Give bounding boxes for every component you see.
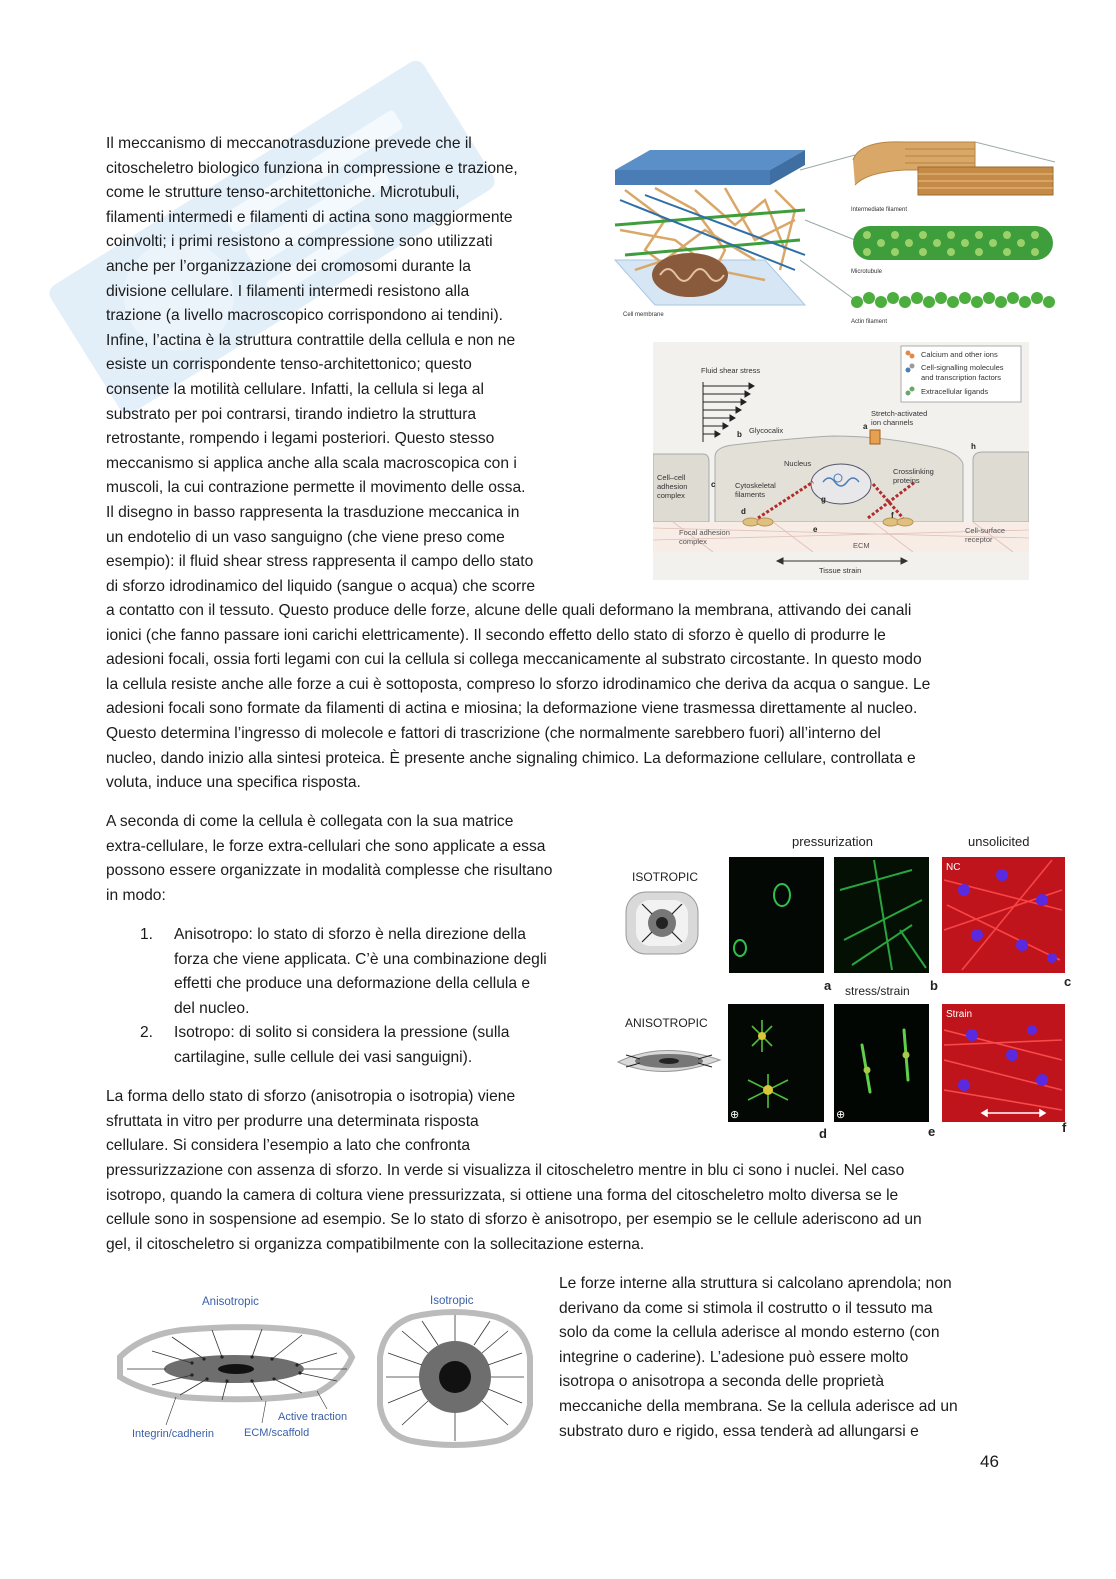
micrograph-figure — [612, 830, 1077, 1142]
text-line: trazione (a livello macroscopico corrispondono ai tendini). — [106, 307, 503, 325]
text-line: integrine o caderine). L’adesione può essere molto — [559, 1348, 909, 1366]
text-line: citoscheletro biologico funziona in compressione e trazione, — [106, 159, 518, 177]
label-microtubule: Microtubule — [851, 269, 883, 275]
label-focal-complex: complex — [679, 537, 707, 546]
label-active-traction: Active traction — [278, 1411, 348, 1423]
text-line: substrato duro e rigido, essa tenderà ad allungarsi e — [559, 1422, 919, 1440]
label-proteins: proteins — [893, 476, 920, 485]
list-number: 1. — [140, 926, 154, 943]
label-focal-adhesion: Focal adhesion — [679, 528, 730, 537]
text-line: cellulare. Si considera l’esempio a lato che confronta — [106, 1137, 471, 1155]
list-item — [106, 1021, 596, 1070]
label-cell-cell: Cell–cell — [657, 473, 686, 482]
text-line: isotropa o anisotropa a seconda delle proprietà — [559, 1373, 885, 1391]
svg-text:⊕: ⊕ — [836, 1109, 846, 1121]
text-line: adesioni focali, ossia forti legami con cui la cellula si collega meccanicamente al substrato circostante. In questo modo — [106, 651, 922, 669]
label-filaments: filaments — [735, 490, 766, 499]
text-line: Infine, l’actina è la struttura contrattile della cellula e non ne — [106, 331, 516, 349]
label-crosslinking: Crosslinking — [893, 467, 934, 476]
row-anisotropic: ANISOTROPIC — [625, 1016, 708, 1030]
list-item — [106, 923, 596, 1021]
label-glycocalix: Glycocalix — [749, 426, 784, 435]
text-line: muscoli, la cui contrazione permette il movimento delle ossa. — [106, 479, 526, 497]
text-line: Anisotropo: lo stato di sforzo è nella direzione della — [174, 926, 526, 943]
label-ecm: ECM — [853, 541, 870, 550]
paragraph-3-wide — [106, 1159, 1006, 1257]
col-unsolicited: unsolicited — [968, 834, 1030, 849]
tag-nc: NC — [946, 862, 961, 873]
text-line: derivano da come si stimola il costrutto o il tessuto ma — [559, 1299, 933, 1317]
label-cell-surface: Cell-surface — [965, 526, 1006, 535]
legend-ions: Calcium and other ions — [921, 350, 998, 359]
text-line: cartilagine, sulle cellule dei vasi sanguigni). — [174, 1048, 473, 1066]
text-line: A seconda di come la cellula è collegata con la sua matrice — [106, 813, 514, 830]
paragraph-1-wide — [106, 599, 1006, 796]
cytoskeleton-figure — [605, 130, 1060, 330]
text-line: pressurizzazione con assenza di sforzo. In verde si visualizza il citoscheletro mentre in blu ci sono i nuclei. Nel caso — [106, 1162, 905, 1179]
text-line: extra-cellulare, le forze extra-cellulari che sono applicate a essa — [106, 837, 546, 855]
tag-strain: Strain — [946, 1009, 973, 1020]
text-line: a contatto con il tessuto. Questo produce delle forze, alcune delle quali deformano la membrana, attivando dei canali — [106, 602, 912, 619]
text-line: effetti che produce una deformazione della cellula e — [174, 975, 531, 993]
letter-e: e — [928, 1124, 936, 1139]
text-line: esiste un corrispondente tenso-architettonico; questo — [106, 356, 472, 374]
label-anisotropic: Anisotropic — [202, 1296, 259, 1308]
legend-ligands: Extracellular ligands — [921, 387, 989, 396]
text-line: anche per l’organizzazione dei cromosomi durante la — [106, 257, 471, 275]
letter-c: c — [1064, 974, 1072, 989]
text-line: retrostante, rompendo i legami posteriori. Questo stesso — [106, 430, 495, 448]
label-integrin-cadherin: Integrin/cadherin — [132, 1428, 214, 1440]
text-line: voluta, induce una specifica risposta. — [106, 774, 361, 792]
isotropic-schematic — [626, 892, 698, 954]
label-stress-strain: stress/strain — [845, 984, 910, 998]
text-line: ionici (che fanno passare ioni carichi elettricamente). Il secondo effetto dello stato di sforzo è quello di produrre le — [106, 626, 886, 644]
stress-mode-list — [106, 923, 596, 1071]
page-number: 46 — [980, 1452, 999, 1471]
text-line: Le forze interne alla struttura si calcolano aprendola; non — [559, 1275, 952, 1292]
col-pressurization: pressurization — [792, 834, 873, 849]
letter-a: a — [824, 978, 832, 993]
list-number: 2. — [140, 1024, 154, 1042]
text-line: forza che viene applicata. C’è una combinazione degli — [174, 950, 547, 968]
label-stretch-activated: Stretch-activated — [871, 409, 928, 418]
letter-f: f — [1062, 1120, 1067, 1135]
letter-b: b — [930, 978, 938, 993]
label-isotropic: Isotropic — [430, 1295, 474, 1307]
letter-h: h — [971, 442, 976, 451]
label-ecm-scaffold: ECM/scaffold — [244, 1427, 310, 1439]
letter-a: a — [863, 422, 868, 431]
label-actin-filament: Actin filament — [851, 319, 888, 325]
text-line: isotropo, quando la camera di coltura viene pressurizzata, si ottiene una forma del citoscheletro molto diversa se le — [106, 1186, 899, 1204]
letter-d: d — [819, 1126, 827, 1141]
text-line: meccanismo si applica anche alla scala macroscopica con i — [106, 454, 517, 472]
paragraph-4 — [559, 1272, 1009, 1444]
label-tissue-strain: Tissue strain — [819, 566, 862, 575]
text-line: gel, il citoscheletro si organizza compatibilmente con la sollecitazione esterna. — [106, 1235, 645, 1253]
paragraph-3-narrow — [106, 1085, 596, 1159]
text-line: Questo determina l’ingresso di molecole e fattori di trascrizione (che normalmente sarebbero fuori) all’interno del — [106, 724, 881, 742]
text-line: coinvolti; i primi resistono a compressione sono utilizzati — [106, 233, 493, 251]
label-cytoskeletal: Cytoskeletal — [735, 481, 776, 490]
letter-g: g — [821, 495, 826, 504]
row-isotropic: ISOTROPIC — [632, 870, 699, 884]
text-line: cellule sono in sospensione ad esempio. Se lo stato di sforzo è anisotropo, per esempio se le cellule aderiscono ad un — [106, 1211, 922, 1229]
letter-c: c — [711, 480, 716, 489]
text-line: del nucleo. — [174, 999, 250, 1017]
legend-signalling: Cell-signalling molecules — [921, 363, 1004, 372]
paragraph-1-narrow — [106, 132, 581, 599]
svg-text:⊕: ⊕ — [730, 1109, 740, 1121]
text-line: La forma dello stato di sforzo (anisotropia o isotropia) viene — [106, 1088, 516, 1105]
text-line: la cellula resiste anche alle forze a cui è sottoposta, compreso lo sforzo idrodinamico che deriva da acqua o sangue. Le — [106, 675, 931, 693]
legend-transcription: and transcription factors — [921, 373, 1002, 382]
label-receptor: receptor — [965, 535, 993, 544]
text-line: in modo: — [106, 886, 166, 904]
text-line: Isotropo: di solito si considera la pressione (sulla — [174, 1024, 510, 1042]
label-cell-membrane: Cell membrane — [623, 312, 664, 318]
text-line: Il meccanismo di meccanotrasduzione prevede che il — [106, 135, 472, 152]
text-line: un endotelio di un vaso sanguigno (che viene preso come — [106, 528, 505, 546]
text-line: come le strutture tenso-architettoniche. Microtubuli, — [106, 184, 460, 202]
endothelium-figure — [653, 342, 1029, 580]
letter-f: f — [891, 511, 894, 520]
text-line: adesioni focali sono formate da filamenti di actina e miosina; la deformazione viene trasmessa direttamente al nucleo. — [106, 700, 918, 718]
paragraph-2 — [106, 810, 596, 908]
text-line: meccaniche della membrana. Se la cellula aderisce ad un — [559, 1397, 958, 1415]
label-adhesion: adhesion — [657, 482, 688, 491]
text-line: divisione cellulare. I filamenti intermedi resistono alla — [106, 282, 470, 300]
text-line: consente la motilità cellulare. Infatti, la cellula si lega al — [106, 380, 484, 398]
letter-d: d — [741, 507, 746, 516]
text-line: Il disegno in basso rappresenta la trasduzione meccanica in — [106, 503, 520, 521]
text-line: filamenti intermedi e filamenti di actina sono maggiormente — [106, 208, 513, 226]
label-nucleus: Nucleus — [784, 459, 812, 468]
label-ion-channels: ion channels — [871, 418, 914, 427]
text-line: substrato per poi contrarsi, tirando indietro la struttura — [106, 405, 477, 423]
text-line: nucleo, dando inizio alla sintesi proteica. È presente anche signaling chimico. La deformazione cellulare, controllata e — [106, 749, 916, 767]
text-line: solo da come la cellula aderisce al mondo esterno (con — [559, 1324, 940, 1342]
label-intermediate-filament: Intermediate filament — [851, 207, 908, 213]
letter-e: e — [813, 525, 818, 534]
text-line: possono essere organizzate in modalità complesse che risultano — [106, 862, 553, 880]
text-line: sfruttata in vitro per produrre una determinata risposta — [106, 1112, 479, 1130]
text-line: esempio): il fluid shear stress rappresenta il campo dello stato — [106, 553, 534, 571]
label-complex: complex — [657, 491, 685, 500]
adhesion-schematic-figure — [112, 1285, 544, 1455]
text-line: di sforzo idrodinamico del liquido (sangue o acqua) che scorre — [106, 577, 536, 595]
letter-b: b — [737, 430, 742, 439]
label-fluid-shear: Fluid shear stress — [701, 366, 761, 375]
